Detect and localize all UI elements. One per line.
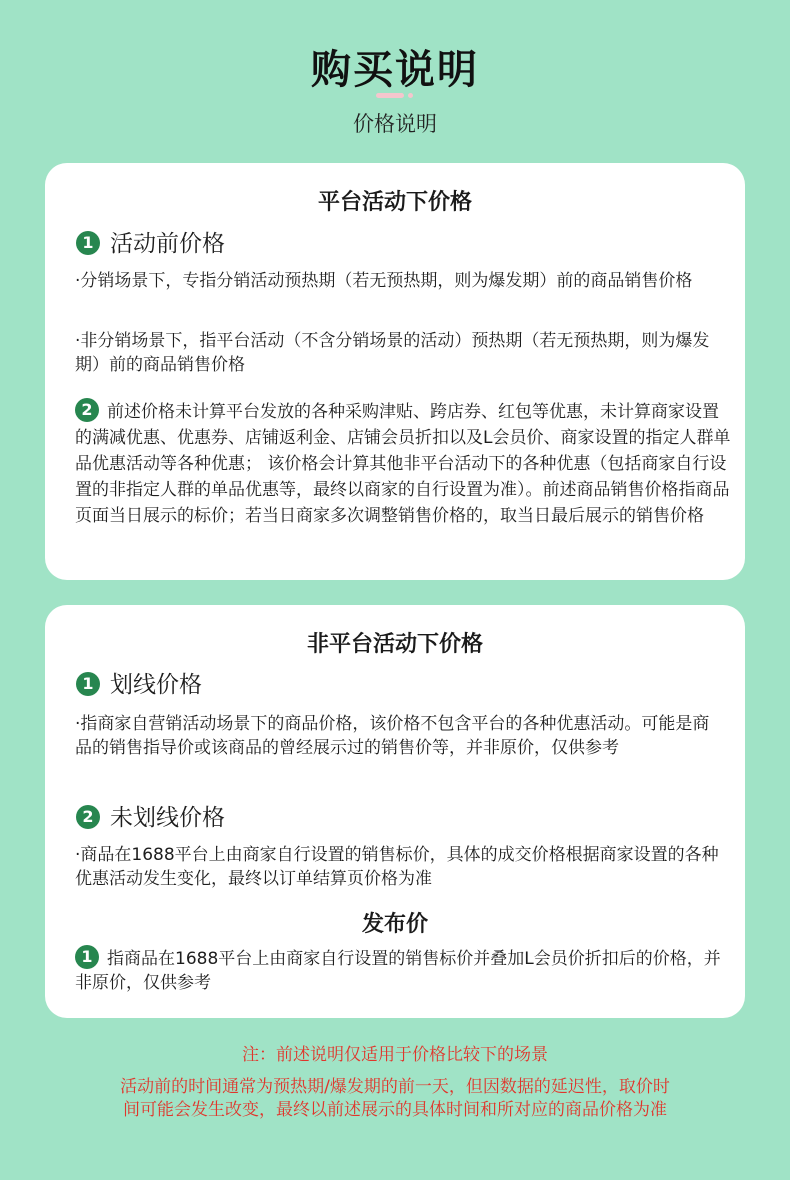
divider-dot xyxy=(408,93,413,98)
number-1-icon: 1 xyxy=(76,231,100,255)
item-heading-strikethrough-price xyxy=(76,670,202,700)
number-1-icon: 1 xyxy=(76,672,100,696)
item-paragraph-text: 前述价格未计算平台发放的各种采购津贴、跨店券、红包等优惠，未计算商家设置的满减优惠、优惠券、店铺返利金、店铺会员折扣以及L会员价、商家设置的指定人群单品优惠活动等各种优惠； 该价格会计算其他非平台活动下的各种优惠（包括商家自行设置的非指定人群的单品优惠等，最终以商家的自行设置为准）。前述商品销售价格指商品页面当日展示的标价；若当日商家多次调整销售价格的，取当日最后展示的销售价格 xyxy=(75,402,731,526)
card-title: 平台活动下价格 xyxy=(317,190,472,215)
footer-detail: 活动前的时间通常为预热期/爆发期的前一天，但因数据的延迟性，取价时间可能会发生改变，最终以前述展示的具体时间和所对应的商品价格为准 xyxy=(120,1077,670,1120)
non-strikethrough-price-description: ·商品在1688平台上由商家自行设置的销售标价，具体的成交价格根据商家设置的各种优惠活动发生变化，最终以订单结算页价格为准 xyxy=(75,845,719,889)
item-paragraph-price-notes xyxy=(75,399,735,529)
item-heading-label: 划线价格 xyxy=(110,672,202,698)
divider-bar xyxy=(376,93,404,98)
item-heading-non-strikethrough-price xyxy=(76,803,225,833)
item-heading-label: 未划线价格 xyxy=(110,805,225,831)
title-divider xyxy=(376,93,414,98)
bullet-distribution: ·分销场景下，专指分销活动预热期（若无预热期，则为爆发期）前的商品销售价格 xyxy=(75,271,693,291)
strikethrough-price-description: ·指商家自营销活动场景下的商品价格，该价格不包含平台的各种优惠活动。可能是商品的销售指导价或该商品的曾经展示过的销售价等，并非原价，仅供参考 xyxy=(75,714,710,758)
number-1-icon: 1 xyxy=(75,945,99,969)
non-platform-activity-card xyxy=(45,605,745,1018)
platform-activity-card xyxy=(45,163,745,580)
bullet-non-distribution: ·非分销场景下，指平台活动（不含分销场景的活动）预热期（若无预热期，则为爆发期）前的商品销售价格 xyxy=(75,331,710,375)
page-subtitle: 价格说明 xyxy=(353,112,437,136)
item-heading-label: 活动前价格 xyxy=(110,231,225,257)
page-title: 购买说明 xyxy=(311,47,479,93)
number-2-icon: 2 xyxy=(76,805,100,829)
item-heading-pre-activity xyxy=(76,229,225,259)
number-2-icon: 2 xyxy=(75,398,99,422)
card-title: 非平台活动下价格 xyxy=(306,632,483,657)
subsection-title: 发布价 xyxy=(361,912,428,937)
footer-note: 注：前述说明仅适用于价格比较下的场景 xyxy=(242,1045,548,1065)
published-price-text: 指商品在1688平台上由商家自行设置的销售标价并叠加L会员价折扣后的价格，并非原价，仅供参考 xyxy=(75,949,721,993)
published-price-description xyxy=(75,947,725,995)
